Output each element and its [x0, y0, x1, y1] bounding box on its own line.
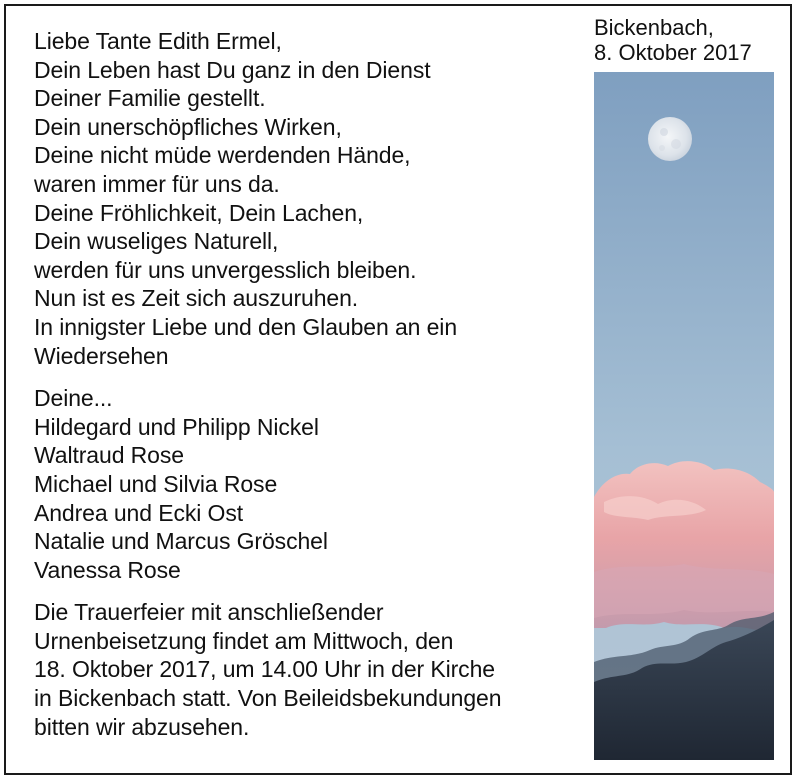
- poem-line: Dein Leben hast Du ganz in den Dienst: [34, 56, 431, 83]
- signatory-name: Vanessa Rose: [34, 556, 181, 583]
- signatory-name: Michael und Silvia Rose: [34, 470, 278, 497]
- signatory-name: Andrea und Ecki Ost: [34, 499, 244, 526]
- notice-body: [34, 27, 589, 741]
- poem-line: Wiedersehen: [34, 342, 169, 369]
- moon-landscape-photo: [594, 72, 774, 760]
- service-line: bitten wir abzusehen.: [34, 713, 250, 740]
- poem-line: Liebe Tante Edith Ermel,: [34, 28, 282, 54]
- service-line: in Bickenbach statt. Von Beileidsbekundungen: [34, 685, 502, 712]
- signatory-name: Natalie und Marcus Gröschel: [34, 528, 328, 555]
- poem-block: [34, 27, 589, 370]
- service-line: Urnenbeisetzung findet am Mittwoch, den: [34, 627, 454, 654]
- poem-line: Deine nicht müde werdenden Hände,: [34, 142, 411, 169]
- service-line: Die Trauerfeier mit anschließender: [34, 599, 384, 626]
- poem-line: werden für uns unvergesslich bleiben.: [34, 256, 417, 283]
- poem-line: Dein unerschöpfliches Wirken,: [34, 113, 342, 140]
- place-date: [594, 15, 784, 65]
- poem-line: Nun ist es Zeit sich auszuruhen.: [34, 285, 359, 312]
- poem-line: Deine Fröhlichkeit, Dein Lachen,: [34, 199, 364, 226]
- service-line: 18. Oktober 2017, um 14.00 Uhr in der Kirche: [34, 656, 495, 683]
- signatories-intro: Deine...: [34, 385, 113, 412]
- place-text: Bickenbach,: [594, 15, 714, 40]
- photo-illustration: [594, 72, 774, 760]
- poem-line: Dein wuseliges Naturell,: [34, 228, 279, 255]
- poem-line: In innigster Liebe und den Glauben an ein: [34, 313, 458, 340]
- date-text: 8. Oktober 2017: [594, 40, 752, 65]
- signatory-name: Hildegard und Philipp Nickel: [34, 413, 319, 440]
- signatory-name: Waltraud Rose: [34, 442, 184, 469]
- pink-cloud: [594, 461, 774, 632]
- poem-line: Deiner Familie gestellt.: [34, 85, 266, 112]
- signatories-block: [34, 384, 589, 584]
- moon-icon: [648, 117, 692, 161]
- poem-line: waren immer für uns da.: [34, 170, 280, 197]
- service-block: [34, 598, 589, 741]
